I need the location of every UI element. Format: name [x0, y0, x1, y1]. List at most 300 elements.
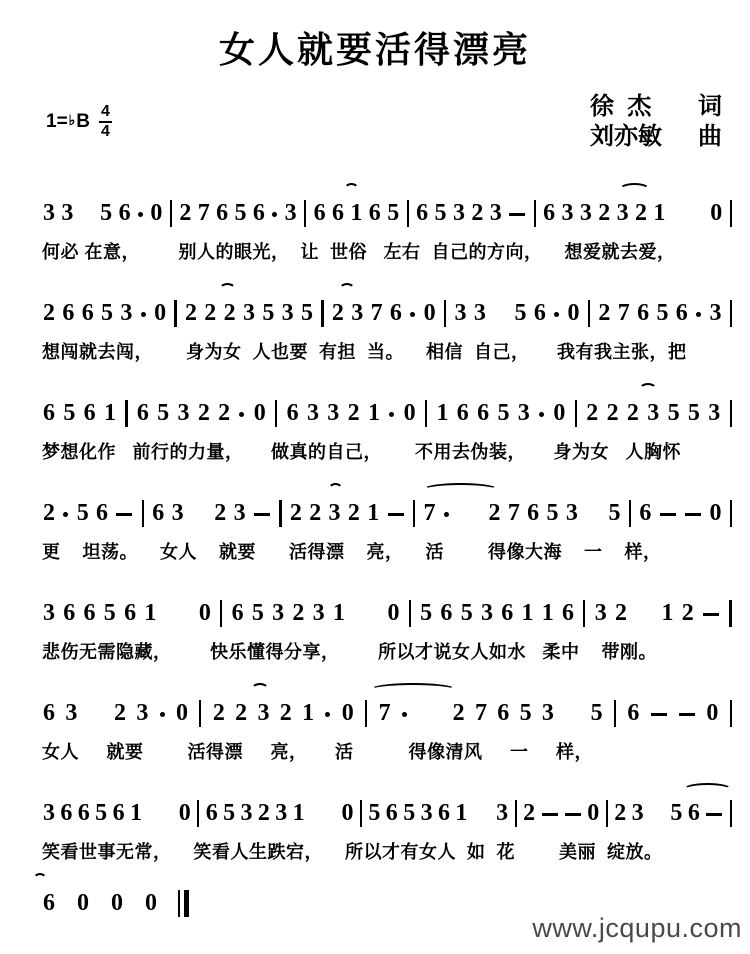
score-line-6	[42, 682, 734, 764]
key-signature	[46, 104, 112, 140]
score-line-4	[42, 482, 734, 564]
barline	[606, 800, 608, 827]
barline	[729, 600, 731, 627]
lyrics-row: 更 坦荡。 女人 就要 活得漂 亮， 活 得像大海 一 样，	[42, 542, 662, 562]
note: 6	[687, 800, 700, 826]
barline	[275, 400, 277, 427]
note: 5	[251, 600, 264, 626]
barline	[321, 300, 323, 327]
barline	[142, 500, 144, 527]
note: 2	[184, 300, 197, 326]
note: 5	[76, 500, 89, 526]
note: 3	[327, 400, 340, 426]
flat-sign-icon: ♭	[68, 111, 76, 128]
dash	[116, 513, 132, 516]
barline	[220, 600, 222, 627]
notation-row	[42, 782, 734, 838]
note: 6	[83, 600, 96, 626]
notation-row	[42, 182, 734, 238]
note: 6	[77, 800, 90, 826]
notation-row	[42, 582, 734, 638]
note: 5	[368, 800, 381, 826]
note: 2	[452, 700, 465, 726]
note: 6	[83, 400, 96, 426]
duration-dot	[539, 412, 544, 417]
note: 6	[63, 600, 76, 626]
note: 1	[292, 800, 305, 826]
note: 3	[275, 800, 288, 826]
slur-arc	[683, 783, 732, 796]
slur-arc	[251, 683, 269, 696]
note: 2	[635, 200, 648, 226]
credits	[590, 92, 722, 152]
score-line-1	[42, 182, 734, 264]
note: 3	[328, 500, 341, 526]
note: 6	[497, 700, 510, 726]
note: 2	[586, 400, 599, 426]
spacer	[456, 524, 482, 525]
barline	[413, 500, 415, 527]
rest: 0	[77, 890, 89, 916]
spacer	[417, 724, 443, 725]
dash	[660, 513, 676, 516]
rest: 0	[710, 200, 723, 226]
duration-dot	[402, 712, 407, 717]
note: 3	[708, 400, 721, 426]
barline	[730, 300, 732, 327]
note: 3	[452, 200, 465, 226]
note: 5	[387, 200, 400, 226]
note: 1	[521, 600, 534, 626]
duration-dot	[444, 512, 449, 517]
note: 3	[565, 500, 578, 526]
dash	[542, 813, 558, 816]
note: 6	[533, 300, 546, 326]
barline	[170, 200, 172, 227]
song-title: 女人就要活得漂亮	[218, 29, 531, 70]
note: 6	[252, 200, 265, 226]
note: 5	[95, 800, 108, 826]
note: 3	[496, 800, 509, 826]
note: 6	[112, 800, 125, 826]
composer-role: 曲	[698, 123, 722, 150]
note: 1	[661, 600, 674, 626]
slur-arc	[339, 283, 355, 296]
barline	[730, 700, 732, 727]
score-line-2	[42, 282, 734, 364]
dash	[706, 813, 722, 816]
note: 6	[205, 800, 218, 826]
slur-arc	[639, 383, 657, 396]
duration-dot	[272, 212, 277, 217]
note: 5	[670, 800, 683, 826]
barline	[730, 400, 732, 427]
barline	[730, 500, 732, 527]
note: 2	[626, 400, 639, 426]
note: 3	[257, 700, 270, 726]
note: 6	[96, 500, 109, 526]
score-line-3	[42, 382, 734, 464]
note: 6	[527, 500, 540, 526]
note: 5	[301, 300, 313, 326]
spacer	[472, 824, 492, 825]
spacer	[584, 524, 602, 525]
note: 3	[43, 200, 55, 226]
time-signature-denominator: 4	[101, 123, 110, 140]
duration-dot	[389, 412, 394, 417]
rest: 0	[178, 800, 191, 826]
rest: 0	[587, 800, 600, 826]
note: 7	[474, 700, 487, 726]
note: 1	[367, 400, 380, 426]
duration-dot	[138, 212, 143, 217]
spacer	[563, 724, 581, 725]
note: 5	[234, 200, 247, 226]
note: 5	[514, 300, 527, 326]
note: 5	[460, 600, 473, 626]
note: 3	[351, 300, 364, 326]
note: 6	[627, 700, 640, 726]
note: 2	[598, 300, 611, 326]
lyricist-name: 徐 杰	[590, 93, 652, 120]
barline	[614, 700, 616, 727]
barline	[730, 200, 732, 227]
rest: 0	[706, 700, 719, 726]
note: 2	[614, 800, 627, 826]
note: 2	[223, 300, 236, 326]
note: 5	[420, 600, 433, 626]
duration-dot	[410, 312, 415, 317]
note: 6	[675, 300, 688, 326]
note: 3	[709, 300, 722, 326]
note: 3	[240, 800, 253, 826]
note: 6	[562, 600, 575, 626]
note: 3	[616, 200, 629, 226]
note: 6	[136, 400, 149, 426]
note: 2	[331, 300, 344, 326]
dash	[651, 713, 667, 716]
note: 6	[43, 400, 55, 426]
slur-arc	[33, 873, 47, 886]
rest: 0	[198, 600, 211, 626]
note: 6	[639, 500, 652, 526]
note: 3	[647, 400, 660, 426]
score-line-7	[42, 782, 734, 864]
lyrics-row: 笑看世事无常， 笑看人生跌宕， 所以才有女人 如 花 美丽 绽放。	[42, 842, 663, 862]
note: 7	[507, 500, 520, 526]
note: 1	[302, 700, 315, 726]
note: 3	[454, 300, 467, 326]
rest: 0	[341, 700, 354, 726]
note: 2	[606, 400, 619, 426]
note: 7	[378, 700, 391, 726]
barline	[304, 200, 306, 227]
spacer	[492, 324, 508, 325]
note: 6	[124, 600, 137, 626]
note: 3	[242, 300, 255, 326]
note: 2	[615, 600, 627, 626]
note: 1	[332, 600, 345, 626]
dash	[703, 613, 719, 616]
dash	[388, 513, 404, 516]
barline	[279, 500, 281, 527]
rest: 0	[553, 400, 566, 426]
note: 3	[420, 800, 433, 826]
note: 5	[667, 400, 680, 426]
note: 3	[65, 700, 78, 726]
note: 2	[179, 200, 192, 226]
note: 6	[60, 800, 73, 826]
barline	[425, 400, 427, 427]
note: 3	[489, 200, 502, 226]
slur-arc	[619, 183, 650, 196]
barline	[407, 200, 409, 227]
note: 3	[284, 200, 297, 226]
note: 6	[313, 200, 326, 226]
dash	[254, 513, 270, 516]
note: 1	[144, 600, 157, 626]
note: 3	[171, 500, 184, 526]
note: 6	[440, 600, 453, 626]
note: 6	[385, 800, 398, 826]
note: 5	[497, 400, 510, 426]
note: 3	[61, 200, 74, 226]
note: 2	[204, 300, 217, 326]
note: 3	[233, 500, 246, 526]
final-barline	[178, 890, 189, 917]
note: 3	[631, 800, 644, 826]
note: 2	[257, 800, 270, 826]
barline	[409, 600, 411, 627]
notation-row	[42, 682, 734, 738]
lyrics-row: 梦想化作 前行的力量， 做真的自己， 不用去伪装， 身为女 人胸怀	[42, 442, 682, 462]
barline	[575, 400, 577, 427]
note: 2	[488, 500, 501, 526]
note: 2	[197, 400, 210, 426]
note: 3	[517, 400, 530, 426]
note: 6	[501, 600, 514, 626]
notation-row	[42, 482, 734, 538]
note: 5	[63, 400, 76, 426]
note: 2	[309, 500, 322, 526]
note: 3	[120, 300, 133, 326]
note: 6	[43, 890, 55, 916]
barline	[365, 700, 367, 727]
barline	[444, 300, 446, 327]
note: 1	[103, 400, 116, 426]
note: 5	[687, 400, 700, 426]
note: 7	[197, 200, 210, 226]
note: 3	[43, 600, 55, 626]
note: 1	[367, 500, 380, 526]
barline	[583, 600, 585, 627]
note: 3	[312, 600, 325, 626]
note: 3	[306, 400, 319, 426]
note: 2	[214, 500, 227, 526]
note: 2	[218, 400, 231, 426]
note: 6	[152, 500, 165, 526]
rest: 0	[111, 890, 123, 916]
spacer	[190, 524, 208, 525]
time-signature-numerator: 4	[99, 104, 112, 123]
note: 5	[101, 300, 114, 326]
duration-dot	[239, 412, 244, 417]
note: 3	[541, 700, 554, 726]
dash	[685, 513, 701, 516]
key-prefix: 1=	[46, 111, 68, 132]
note: 5	[519, 700, 532, 726]
rest: 0	[150, 200, 163, 226]
note: 2	[43, 300, 55, 326]
note: 5	[100, 200, 113, 226]
barline	[360, 800, 362, 827]
note: 7	[370, 300, 383, 326]
lyrics-row: 想闯就去闯， 身为女 人也要 有担 当。 相信 自己， 我有我主张，把	[42, 342, 687, 362]
dash	[679, 713, 695, 716]
note: 2	[289, 500, 302, 526]
notation-row	[42, 282, 734, 338]
note: 3	[177, 400, 190, 426]
time-signature	[99, 104, 112, 140]
note: 5	[223, 800, 236, 826]
lyricist-credit	[590, 92, 722, 122]
rest: 0	[403, 400, 416, 426]
note: 6	[81, 300, 94, 326]
barline	[515, 800, 517, 827]
note: 2	[523, 800, 536, 826]
barline	[174, 300, 176, 327]
note: 2	[43, 500, 55, 526]
duration-dot	[696, 312, 701, 317]
note: 6	[477, 400, 490, 426]
note: 6	[216, 200, 229, 226]
note: 5	[262, 300, 275, 326]
duration-dot	[160, 712, 165, 717]
note: 3	[579, 200, 592, 226]
note: 2	[212, 700, 225, 726]
barline	[199, 700, 201, 727]
rest: 0	[253, 400, 266, 426]
note: 2	[598, 200, 611, 226]
note: 3	[136, 700, 149, 726]
composer-name: 刘亦敏	[590, 123, 662, 150]
slur-arc	[370, 683, 456, 696]
note: 5	[403, 800, 416, 826]
rest: 0	[387, 600, 400, 626]
slur-arc	[423, 483, 498, 496]
rest: 0	[567, 300, 580, 326]
duration-dot	[141, 312, 146, 317]
key-letter: B	[76, 111, 91, 132]
slur-arc	[328, 483, 343, 496]
note: 3	[272, 600, 285, 626]
note: 2	[113, 700, 126, 726]
note: 2	[279, 700, 292, 726]
note: 1	[541, 600, 554, 626]
barline	[197, 800, 199, 827]
note: 2	[471, 200, 484, 226]
note: 3	[594, 600, 607, 626]
barline	[125, 400, 127, 427]
spacer	[648, 824, 666, 825]
note: 5	[656, 300, 669, 326]
duration-dot	[63, 512, 68, 517]
dash	[565, 813, 581, 816]
note: 7	[617, 300, 630, 326]
rest: 0	[709, 500, 722, 526]
note: 6	[456, 400, 469, 426]
watermark: www.jcqupu.com	[532, 913, 742, 943]
note: 6	[118, 200, 131, 226]
spacer	[79, 224, 95, 225]
spacer	[671, 224, 705, 225]
rest: 0	[154, 300, 167, 326]
note: 5	[608, 500, 621, 526]
barline	[730, 800, 732, 827]
note: 6	[389, 300, 402, 326]
lyricist-role: 词	[698, 93, 722, 120]
slur-arc	[219, 283, 236, 296]
note: 3	[561, 200, 574, 226]
note: 6	[416, 200, 429, 226]
duration-dot	[325, 712, 330, 717]
note: 6	[286, 400, 299, 426]
note: 5	[546, 500, 559, 526]
barline	[629, 500, 631, 527]
note: 5	[157, 400, 170, 426]
note: 3	[281, 300, 294, 326]
rest: 0	[423, 300, 436, 326]
spacer	[634, 624, 654, 625]
note: 3	[43, 800, 55, 826]
slur-arc	[344, 183, 359, 196]
note: 3	[473, 300, 486, 326]
rest: 0	[341, 800, 354, 826]
score-line-5	[42, 582, 734, 664]
note: 5	[103, 600, 116, 626]
barline	[588, 300, 590, 327]
note: 1	[436, 400, 449, 426]
note: 5	[590, 700, 603, 726]
duration-dot	[554, 312, 559, 317]
lyrics-row: 何必 在意， 别人的眼光， 让 世俗 左右 自己的方向， 想爱就去爱，	[42, 242, 676, 262]
rest: 0	[145, 890, 157, 916]
note: 6	[332, 200, 345, 226]
lyrics-row: 悲伤无需隐藏， 快乐懂得分享， 所以才说女人如水 柔中 带刚。	[42, 642, 658, 662]
note: 2	[235, 700, 248, 726]
note: 5	[434, 200, 447, 226]
barline	[534, 200, 536, 227]
spacer	[309, 824, 337, 825]
note: 1	[455, 800, 468, 826]
spacer	[87, 724, 105, 725]
spacer	[164, 624, 192, 625]
rest: 0	[175, 700, 188, 726]
note: 6	[437, 800, 450, 826]
note: 6	[231, 600, 244, 626]
note: 1	[653, 200, 666, 226]
note: 6	[637, 300, 650, 326]
notation-row	[42, 382, 734, 438]
note: 6	[43, 700, 55, 726]
note: 1	[350, 200, 363, 226]
note: 2	[292, 600, 305, 626]
lyrics-row: 女人 就要 活得漂 亮， 活 得像清风 一 样，	[42, 742, 594, 762]
composer-credit	[590, 122, 722, 152]
note: 2	[347, 400, 360, 426]
note: 6	[543, 200, 556, 226]
note: 2	[681, 600, 694, 626]
